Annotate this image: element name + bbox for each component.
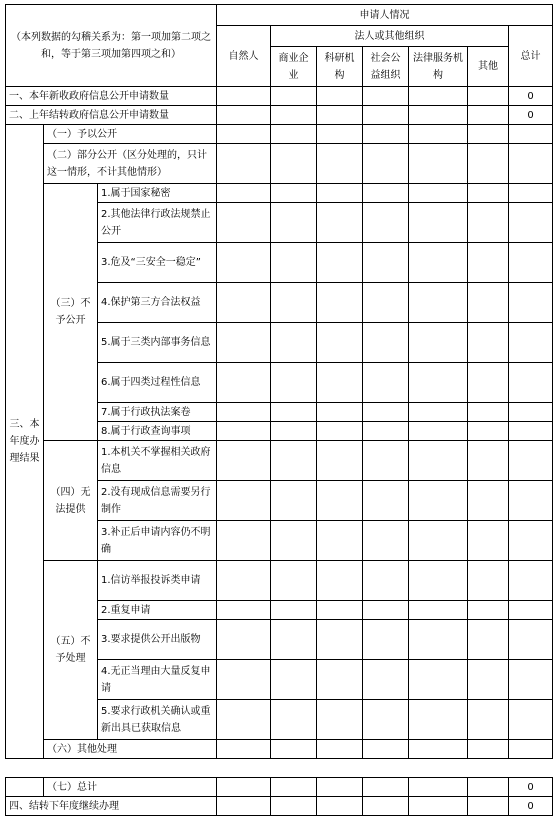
header-applicant: 申请人情况 [217, 5, 553, 26]
header-legal-group: 法人或其他组织 [271, 26, 509, 47]
header-research: 科研机构 [317, 47, 363, 87]
row-label-carried-over: 二、上年结转政府信息公开申请数量 [6, 106, 217, 125]
row-label-subtotal: （七）总计 [44, 778, 217, 797]
row-group-not-disclosed: （三）不予公开 [44, 184, 98, 441]
header-social: 社会公益组织 [363, 47, 409, 87]
row-total-subtotal: 0 [509, 778, 553, 797]
table-row [6, 87, 553, 106]
table-row [6, 125, 553, 144]
header-note-cell [6, 5, 217, 87]
row-group-unable-to-provide: （四）无法提供 [44, 441, 98, 561]
row-label-carry-forward: 四、结转下年度继续办理 [6, 797, 217, 816]
row-label-item: 5.要求行政机关确认或重新出具已获取信息 [98, 700, 217, 740]
row-label-item: 4.保护第三方合法权益 [98, 283, 217, 323]
row-label-item: 1.本机关不掌握相关政府信息 [98, 441, 217, 481]
row-label-item: 1.信访举报投诉类申请 [98, 561, 217, 601]
row-label-item: 4.无正当理由大量反复申请 [98, 660, 217, 700]
row-label-item: 2.其他法律行政法规禁止公开 [98, 203, 217, 243]
header-natural-person: 自然人 [217, 26, 271, 87]
row-label-item: 2.重复申请 [98, 601, 217, 620]
table-row [6, 797, 553, 816]
table-row [6, 561, 553, 601]
row-label-item: 8.属于行政查询事项 [98, 422, 217, 441]
row-label-item: 3.要求提供公开出版物 [98, 620, 217, 660]
application-stats-table-continued [5, 777, 553, 816]
row-label-new-applications: 一、本年新收政府信息公开申请数量 [6, 87, 217, 106]
header-commercial: 商业企业 [271, 47, 317, 87]
row-total-new-applications: 0 [509, 87, 553, 106]
header-legal-service: 法律服务机构 [409, 47, 468, 87]
table-row [6, 144, 553, 184]
application-stats-table [5, 4, 553, 759]
row-label-item: 3.危及“三安全一稳定” [98, 243, 217, 283]
row-label-other-handling: （六）其他处理 [44, 740, 217, 759]
table-row [6, 740, 553, 759]
header-total: 总计 [509, 26, 553, 87]
table-row [6, 184, 553, 203]
row-label-item: 7.属于行政执法案卷 [98, 403, 217, 422]
row-label-item: 3.补正后申请内容仍不明确 [98, 521, 217, 561]
row-label-item: 6.属于四类过程性信息 [98, 363, 217, 403]
table-row [6, 106, 553, 125]
row-group-not-processed: （五）不予处理 [44, 561, 98, 740]
section-3-label: 三、本年度办理结果 [6, 125, 44, 759]
row-label-item: 1.属于国家秘密 [98, 184, 217, 203]
row-label-item: 2.没有现成信息需要另行制作 [98, 481, 217, 521]
row-label-item: 5.属于三类内部事务信息 [98, 323, 217, 363]
row-label-partial: （二）部分公开（区分处理的，只计这一情形，不计其他情形） [44, 144, 217, 184]
table-row [6, 441, 553, 481]
row-label-disclosed: （一）予以公开 [44, 125, 217, 144]
row-total-carried-over: 0 [509, 106, 553, 125]
row-total-carry-forward: 0 [509, 797, 553, 816]
header-note: （本列数据的勾稽关系为：第一项加第二项之和，等于第三项加第四项之和） [11, 31, 212, 60]
table-row [6, 778, 553, 797]
header-other: 其他 [468, 47, 509, 87]
